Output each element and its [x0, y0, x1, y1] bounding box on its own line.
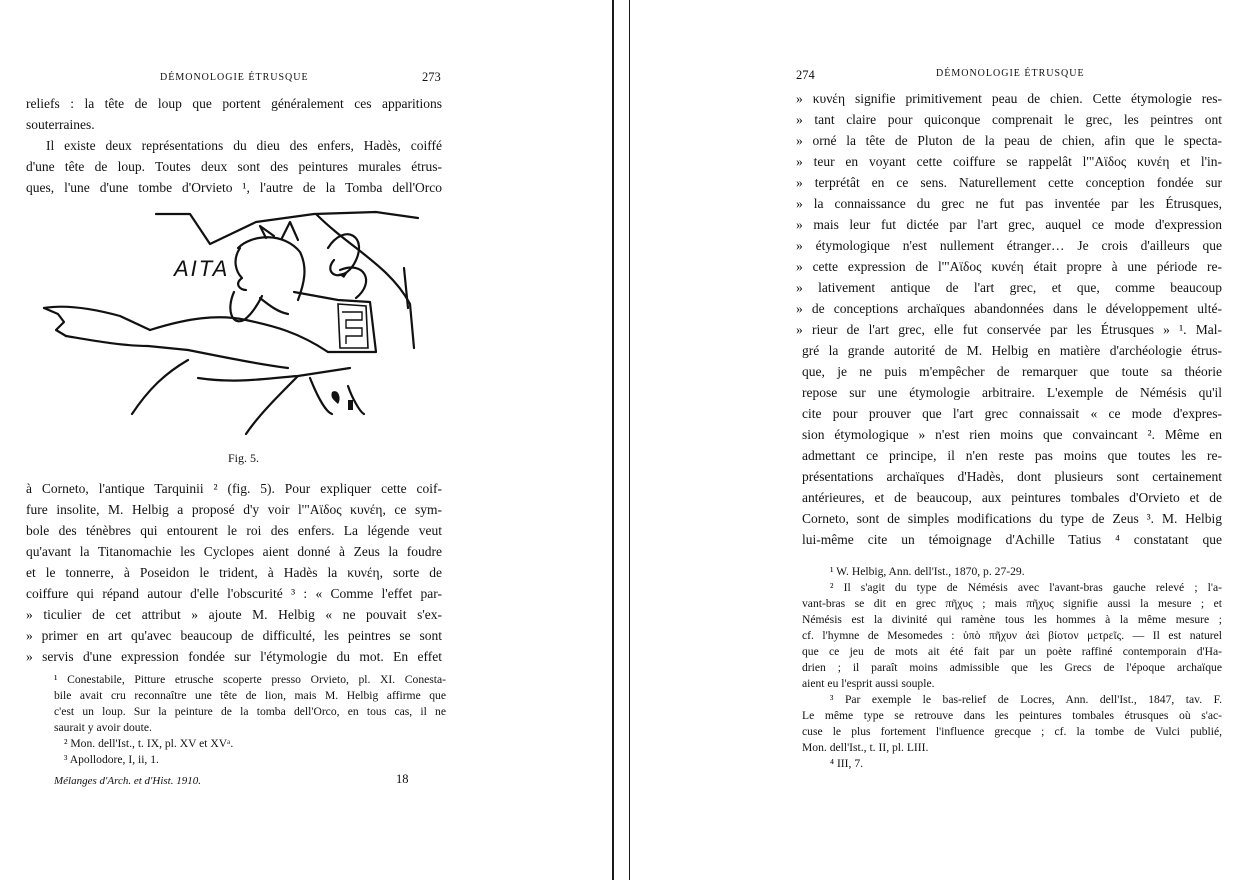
cloak-fold	[246, 376, 298, 434]
page-number: 273	[422, 70, 441, 84]
left-page	[0, 0, 612, 880]
text-line: repose sur une étymologie arbitraire. L'exemple de Némésis qu'il	[802, 385, 1222, 400]
text-line: ques, l'une d'une tombe d'Orvieto ¹, l'autre de la Tomba dell'Orco	[26, 180, 442, 195]
small-mark-2	[331, 391, 339, 404]
text-line: » servis d'une expression fondée sur l'étymologie du mot. En effet	[26, 649, 442, 664]
text-line: lui-même cite un témoignage d'Achille Tatius ⁴ constatant que	[802, 532, 1222, 547]
head-outline	[238, 237, 304, 300]
wolf-ears	[260, 222, 298, 240]
footnote-line: que ce jeu de mots ait été fait par un poète raffiné contemporain d'Ha-	[802, 645, 1222, 658]
footer-journal: Mélanges d'Arch. et d'Hist. 1910.	[54, 775, 201, 787]
figure-hades-drawing	[38, 208, 424, 448]
right-page	[630, 0, 1244, 880]
torso	[150, 317, 328, 352]
text-line: qu'avant la Titanomachie les Cyclopes aient donné à Zeus la foudre	[26, 544, 442, 559]
text-line: » mais leur fut dictée par l'art grec, auquel ce mode d'expression	[796, 217, 1222, 232]
body-lower	[198, 368, 350, 381]
cloak-pattern	[338, 304, 368, 348]
footer-signature: 18	[396, 772, 409, 786]
running-head: DÉMONOLOGIE ÉTRUSQUE	[936, 68, 1085, 79]
text-line: » terprétât en ce sens. Naturellement cette conception fondée sur	[796, 175, 1222, 190]
footnote-line: ² Mon. dell'Ist., t. IX, pl. XV et XVᵃ.	[64, 737, 234, 750]
footnote-line: vant-bras se dit en grec πῆχυς ; mais πῆχυς signifie aussi la mesure ; et	[802, 597, 1222, 610]
staff-or-leg	[132, 360, 188, 414]
footnote-line: cuse le plus fortement l'influence grecque ; cf. la tombe de Vulci publié,	[802, 725, 1222, 738]
footnote-line: drien ; il paraît moins admissible que les Grecs de l'époque archaïque	[802, 661, 1222, 674]
lower-figure	[310, 378, 332, 414]
text-line: » κυνέη signifie primitivement peau de chien. Cette étymologie res-	[796, 91, 1222, 106]
neck-line	[260, 298, 288, 314]
footnote-line: saurait y avoir doute.	[54, 721, 152, 734]
text-line: gré la grande autorité de M. Helbig en matière d'archéologie étrus-	[802, 343, 1222, 358]
mark-right	[404, 268, 408, 308]
page-number: 274	[796, 68, 815, 82]
text-line: » teur en voyant cette coiffure se rappelât l'"Αϊδος κυνέη et l'in-	[796, 154, 1222, 169]
text-line: admettant ce principe, il n'en reste pas moins que toutes les re-	[802, 448, 1222, 463]
text-line: » orné la tête de Pluton de la peau de chien, afin que le specta-	[796, 133, 1222, 148]
beard	[230, 292, 262, 321]
figure-caption: Fig. 5.	[228, 451, 260, 465]
text-line: » la connaissance du grec ne fut pas inventée par les Étrusques,	[796, 196, 1222, 211]
footnote-line: bile avait cru reconnaître une tête de lion, mais M. Helbig affirme que	[54, 689, 446, 702]
footnote-line: Mon. dell'Ist., t. II, pl. LIII.	[802, 741, 929, 754]
footnote-line: ¹ Conestabile, Pitture etrusche scoperte presso Orvieto, pl. XI. Conesta-	[54, 673, 446, 686]
text-line: fure insolite, M. Helbig a proposé d'y voir l'"Αϊδος κυνέη, ce sym-	[26, 502, 442, 517]
text-line: d'une tête de loup. Toutes deux sont des peintures murales étrus-	[26, 159, 442, 174]
text-line: » de conceptions archaïques abandonnées dans le développement ulté-	[796, 301, 1222, 316]
footnote-line: ⁴ III, 7.	[830, 757, 864, 770]
gutter-divider	[612, 0, 614, 880]
text-line: Il existe deux représentations du dieu des enfers, Hadès, coiffé	[46, 138, 442, 153]
face-profile	[236, 248, 246, 290]
arm-under	[66, 336, 188, 350]
text-line: antérieures, et de beaucoup, aux peintures tombales d'Orvieto et de	[802, 490, 1222, 505]
figure-inscription: ΑΙΤΑ	[174, 256, 230, 281]
running-head: DÉMONOLOGIE ÉTRUSQUE	[160, 72, 309, 83]
text-line: que, je ne puis m'empêcher de remarquer que toute sa théorie	[802, 364, 1222, 379]
footnote-line: ³ Apollodore, I, ii, 1.	[64, 753, 159, 766]
text-line: à Corneto, l'antique Tarquinii ² (fig. 5). Pour expliquer cette coif-	[26, 481, 442, 496]
small-mark	[348, 400, 353, 410]
text-line: » ticulier de cet attribut » ajoute M. Helbig « ne pouvait s'ex-	[26, 607, 442, 622]
hand-right-raised	[340, 267, 366, 298]
text-line: » étymologique n'est nullement étranger… Je crois d'ailleurs que	[796, 238, 1222, 253]
text-line: » rieur de l'art grec, elle fut conservée par les Étrusques » ¹. Mal-	[796, 322, 1222, 337]
text-line: souterraines.	[26, 117, 95, 132]
footnote-line: ¹ W. Helbig, Ann. dell'Ist., 1870, p. 27-29.	[830, 565, 1025, 578]
drapery-upper	[316, 214, 414, 348]
hand-left-fingers	[44, 308, 66, 336]
text-line: » lativement antique de l'art grec, et que, comme beaucoup	[796, 280, 1222, 295]
footnote-line: Némésis est la divinité qui ramène tous les hommes à la même mesure ;	[802, 613, 1222, 626]
text-line: » tant claire pour quiconque comprenait le grec, les peintres ont	[796, 112, 1222, 127]
footnote-line: ² Il s'agit du type de Némésis avec l'avant-bras gauche relevé ; l'a-	[830, 581, 1222, 594]
chest-lower	[188, 350, 288, 368]
footnote-line: ³ Par exemple le bas-relief de Locres, Ann. dell'Ist., 1847, tav. F.	[830, 693, 1222, 706]
footnote-line: c'est un loup. Sur la peinture de la tomba dell'Orco, en tous cas, il ne	[54, 705, 446, 718]
text-line: et le tonnerre, à Poseidon le trident, à Hadès la κυνέη, sorte de	[26, 565, 442, 580]
cloak-meander	[342, 312, 362, 344]
text-line: coiffure qui répand autour d'elle l'obscurité ³ : « Comme l'effet par-	[26, 586, 442, 601]
footnote-line: aient eu l'esprit aussi souple.	[802, 677, 935, 690]
text-line: bole des ténèbres qui entourent le roi des enfers. La légende veut	[26, 523, 442, 538]
text-line: reliefs : la tête de loup que portent généralement ces apparitions	[26, 96, 442, 111]
footnote-line: Le même type se retrouve dans les peintures tombales étrusques où s'ac-	[802, 709, 1222, 722]
text-line: » primer en art qu'avec beaucoup de difficulté, les peintres se sont	[26, 628, 442, 643]
text-line: présentations archaïques d'Hadès, dont plusieurs sont certainement	[802, 469, 1222, 484]
text-line: sion étymologique » n'est rien moins que convaincant ². Même en	[802, 427, 1222, 442]
eye-shape	[338, 272, 348, 278]
text-line: cite pour prouver que l'art grec connaissait « ce mode d'expres-	[802, 406, 1222, 421]
shoulder-strap	[294, 292, 376, 352]
text-line: Corneto, sont de simples modifications du type de Zeus ³. M. Helbig	[802, 511, 1222, 526]
text-line: » cette expression de l'"Αϊδος κυνέη était propre à une période re-	[796, 259, 1222, 274]
footnote-line: cf. l'hymne de Mesomedes : ὑπὸ πῆχυν ἀεὶ βίοτον μετρεῖς. — Il est naturel	[802, 629, 1222, 642]
